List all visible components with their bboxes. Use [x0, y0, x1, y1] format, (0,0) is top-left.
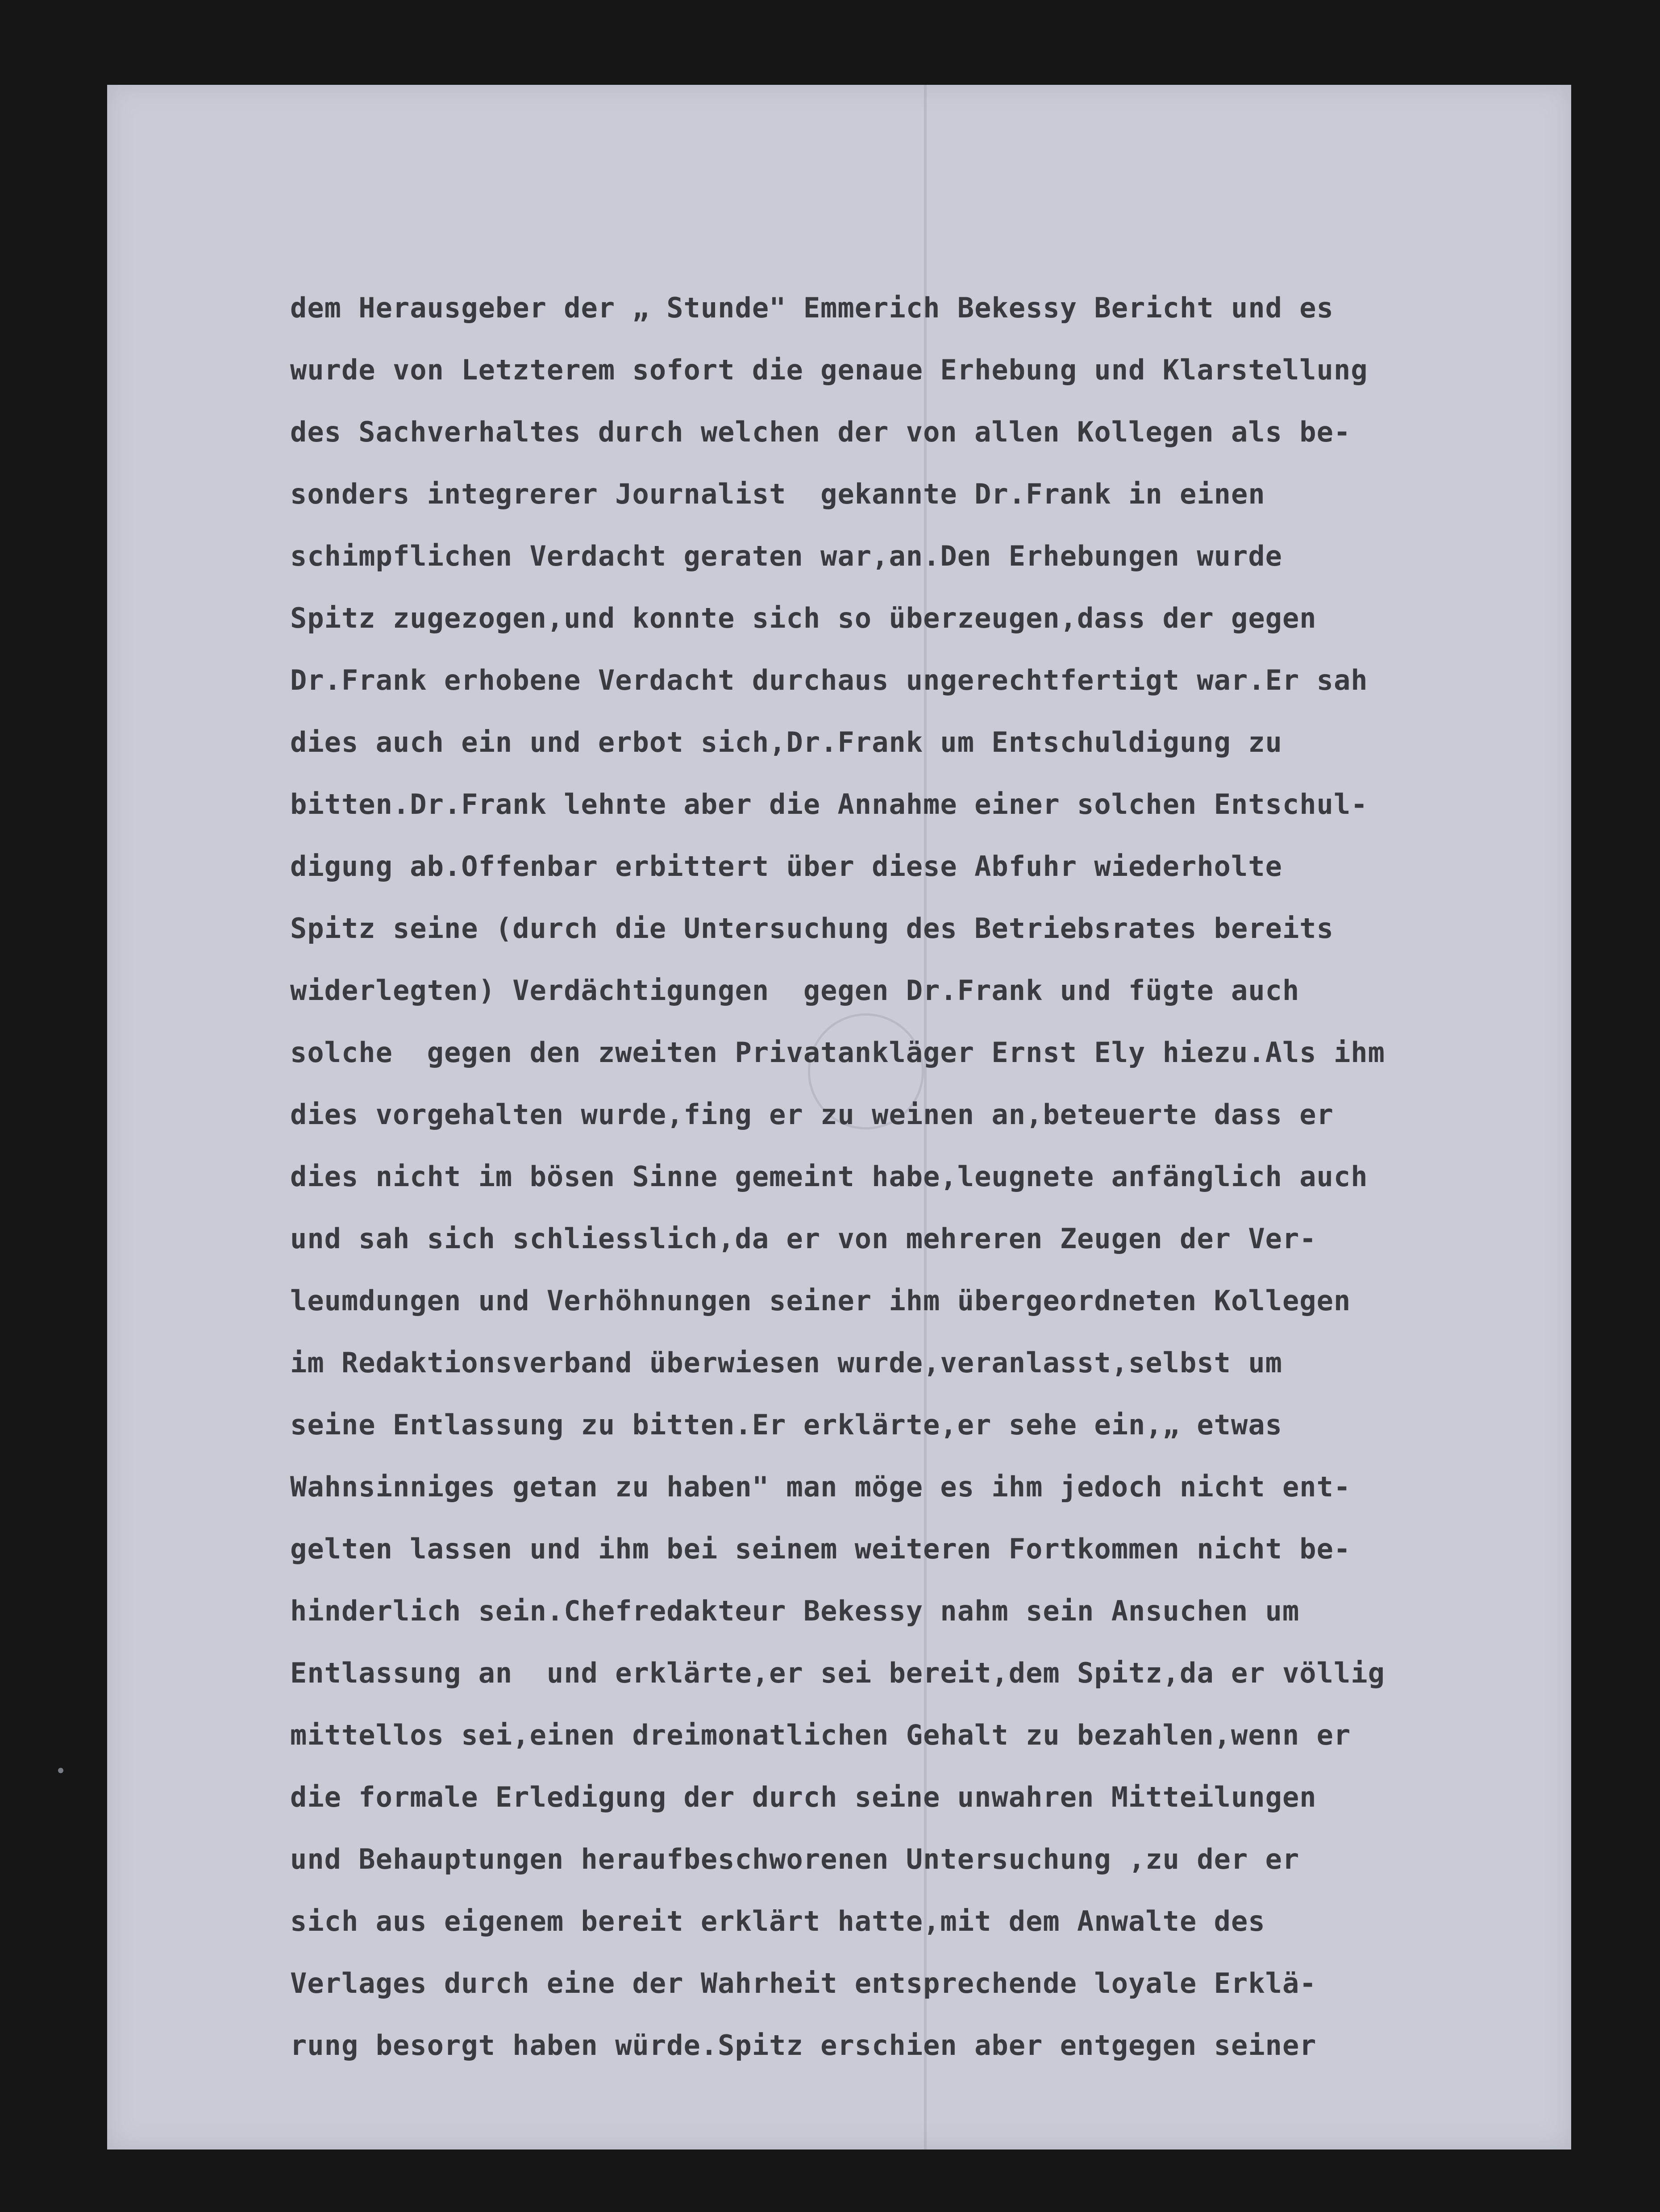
text-line: rung besorgt haben würde.Spitz erschien aber entgegen seiner — [290, 2029, 1317, 2062]
text-line: gelten lassen und ihm bei seinem weiteren Fortkommen nicht be- — [290, 1533, 1351, 1565]
typewritten-page — [107, 85, 1571, 2150]
text-line: Entlassung an und erklärte,er sei bereit,dem Spitz,da er völlig — [290, 1657, 1385, 1689]
text-line: hinderlich sein.Chefredakteur Bekessy nahm sein Ansuchen um — [290, 1595, 1300, 1627]
text-line: dies nicht im bösen Sinne gemeint habe,leugnete anfänglich auch — [290, 1160, 1368, 1193]
text-line: Spitz seine (durch die Untersuchung des Betriebsrates bereits — [290, 912, 1334, 945]
text-line: dies auch ein und erbot sich,Dr.Frank um Entschuldigung zu — [290, 726, 1282, 758]
text-line: dem Herausgeber der „ Stunde" Emmerich Bekessy Bericht und es — [290, 292, 1334, 324]
text-line: des Sachverhaltes durch welchen der von allen Kollegen als be- — [290, 416, 1351, 448]
text-line: widerlegten) Verdächtigungen gegen Dr.Frank und fügte auch — [290, 974, 1300, 1007]
text-line: leumdungen und Verhöhnungen seiner ihm übergeordneten Kollegen — [290, 1284, 1351, 1317]
text-line: seine Entlassung zu bitten.Er erklärte,er sehe ein,„ etwas — [290, 1408, 1282, 1441]
text-line: bitten.Dr.Frank lehnte aber die Annahme einer solchen Entschul- — [290, 788, 1368, 821]
ink-speck — [58, 1768, 63, 1773]
text-line: Wahnsinniges getan zu haben" man möge es ihm jedoch nicht ent- — [290, 1471, 1351, 1503]
text-line: und sah sich schliesslich,da er von mehreren Zeugen der Ver- — [290, 1222, 1317, 1255]
text-line: Dr.Frank erhobene Verdacht durchaus ungerechtfertigt war.Er sah — [290, 664, 1368, 696]
text-line: solche gegen den zweiten Privatankläger Ernst Ely hiezu.Als ihm — [290, 1036, 1385, 1069]
text-line: digung ab.Offenbar erbittert über diese Abfuhr wiederholte — [290, 850, 1282, 883]
typewritten-text — [290, 277, 1585, 2076]
text-line: sonders integrerer Journalist gekannte Dr.Frank in einen — [290, 478, 1265, 510]
text-line: im Redaktionsverband überwiesen wurde,veranlasst,selbst um — [290, 1346, 1282, 1379]
text-line: dies vorgehalten wurde,fing er zu weinen an,beteuerte dass er — [290, 1098, 1334, 1131]
text-line: sich aus eigenem bereit erklärt hatte,mit dem Anwalte des — [290, 1905, 1265, 1937]
text-line: Verlages durch eine der Wahrheit entsprechende loyale Erklä- — [290, 1967, 1317, 2000]
text-line: Spitz zugezogen,und konnte sich so überzeugen,dass der gegen — [290, 602, 1317, 634]
text-line: wurde von Letzterem sofort die genaue Erhebung und Klarstellung — [290, 354, 1368, 386]
text-line: schimpflichen Verdacht geraten war,an.Den Erhebungen wurde — [290, 540, 1282, 572]
text-line: mittellos sei,einen dreimonatlichen Gehalt zu bezahlen,wenn er — [290, 1719, 1351, 1751]
text-line: die formale Erledigung der durch seine unwahren Mitteilungen — [290, 1781, 1317, 1813]
text-line: und Behauptungen heraufbeschworenen Untersuchung ,zu der er — [290, 1843, 1300, 1875]
